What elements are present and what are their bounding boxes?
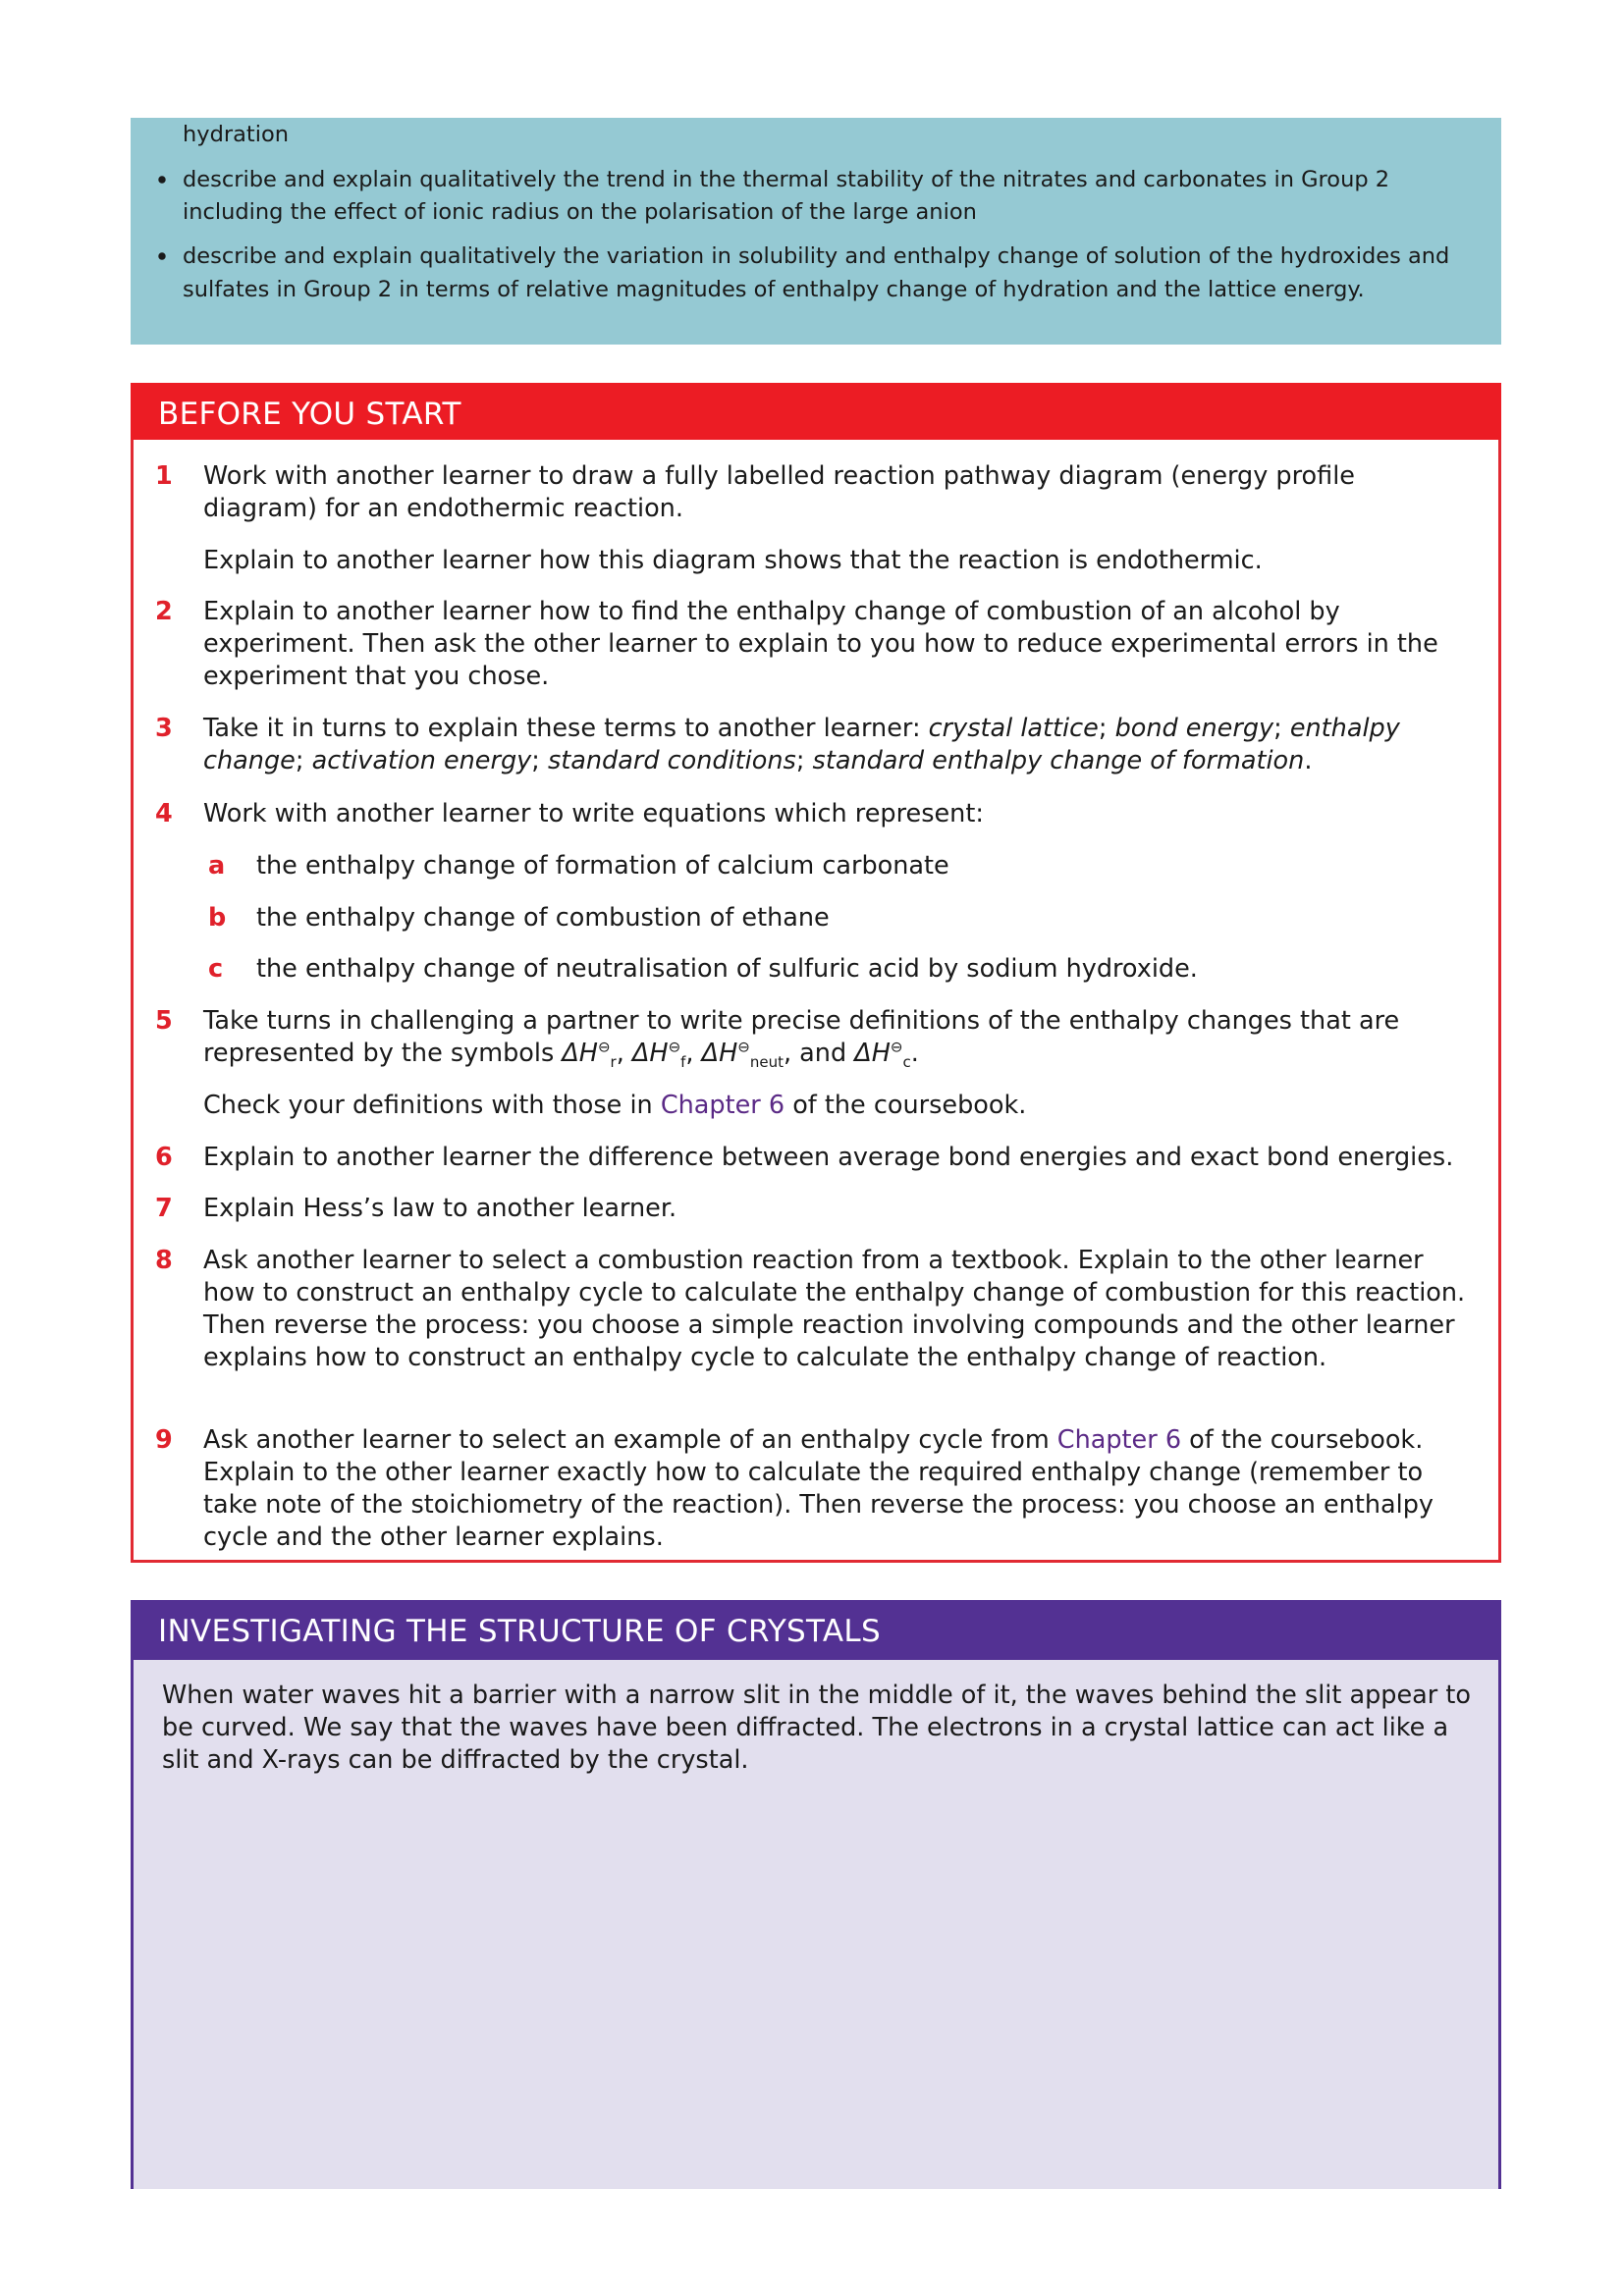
check-text-pre: Check your definitions with those in bbox=[203, 1091, 661, 1120]
symbol-separator: , bbox=[685, 1039, 702, 1068]
question-number: 1 bbox=[155, 461, 173, 491]
question-number: 2 bbox=[155, 597, 173, 626]
subquestion-letter: a bbox=[208, 851, 226, 881]
objective-2-line-1: describe and explain qualitatively the variation in solubility and enthalpy change of solution of the hydroxides and bbox=[183, 243, 1450, 269]
question-number: 9 bbox=[155, 1425, 173, 1455]
objective-continuation: hydration bbox=[183, 122, 289, 147]
symbol-dh-neut bbox=[701, 1038, 784, 1072]
subquestion-letter: b bbox=[208, 903, 227, 933]
symbol-dh-r bbox=[562, 1038, 617, 1072]
term-separator: ; bbox=[295, 746, 312, 775]
standard-symbol: ⊖ bbox=[668, 1038, 681, 1056]
term-separator: ; bbox=[531, 746, 548, 775]
question-text bbox=[203, 1005, 1475, 1070]
question-text: Explain to another learner how this diagram shows that the reaction is endothermic. bbox=[203, 546, 1263, 575]
term-lead: Take it in turns to explain these terms to another learner: bbox=[203, 714, 929, 743]
symbol-delta-h: ΔH bbox=[631, 1039, 669, 1068]
symbol-subscript: r bbox=[610, 1053, 617, 1072]
subquestion-text: the enthalpy change of formation of calcium carbonate bbox=[256, 851, 949, 881]
symbol-end: . bbox=[910, 1039, 919, 1068]
question-number: 7 bbox=[155, 1194, 173, 1223]
symbol-delta-h: ΔH bbox=[701, 1039, 738, 1068]
term-separator: ; bbox=[795, 746, 813, 775]
question-text: Explain to another learner how to find the enthalpy change of combustion of an alcohol by experiment. Then ask the other learner to explain to you how to reduce experimental errors in the experiment that you chose. bbox=[203, 597, 1438, 691]
symbol-subscript: c bbox=[902, 1053, 911, 1072]
objective-1-line-2: including the effect of ionic radius on the polarisation of the large anion bbox=[183, 199, 977, 225]
bullet-icon bbox=[158, 176, 165, 183]
term: crystal lattice bbox=[928, 714, 1099, 743]
crystals-paragraph: When water waves hit a barrier with a narrow slit in the middle of it, the waves behind the slit appear to be curved. We say that the waves have been diffracted. The electrons in a crystal lattice can act like a slit and X-rays can be diffracted by the crystal. bbox=[162, 1681, 1471, 1775]
before-you-start-header bbox=[131, 383, 1501, 440]
question-number: 3 bbox=[155, 714, 173, 743]
before-you-start-box bbox=[131, 383, 1501, 1563]
check-text-post: of the coursebook. bbox=[784, 1091, 1027, 1120]
question-number: 8 bbox=[155, 1246, 173, 1275]
crystals-title: INVESTIGATING THE STRUCTURE OF CRYSTALS bbox=[158, 1614, 881, 1649]
term: standard enthalpy change of formation bbox=[812, 746, 1305, 775]
symbol-separator: , bbox=[616, 1039, 632, 1068]
question-text-post: of the coursebook. Explain to the other learner exactly how to calculate the required enthalpy change (remember to take note of the stoichiometry of the reaction). Then reverse the process: you choose an enthalpy cycle and the other learner explains. bbox=[203, 1425, 1434, 1552]
term-end: . bbox=[1304, 746, 1313, 775]
question-text: Ask another learner to select a combustion reaction from a textbook. Explain to the other learner how to construct an enthalpy cycle to calculate the enthalpy change of combustion for this reaction. Then reverse the process: you choose a simple reaction involving compounds and the other learner explains how to construct an enthalpy cycle to calculate the enthalpy change of reaction. bbox=[203, 1246, 1466, 1372]
question-text: Explain to another learner the difference between average bond energies and exact bond energies. bbox=[203, 1143, 1454, 1172]
term-separator: ; bbox=[1273, 714, 1290, 743]
symbol-subscript: f bbox=[680, 1053, 686, 1072]
crystals-header bbox=[131, 1600, 1501, 1660]
question-number: 5 bbox=[155, 1006, 173, 1036]
bullet-icon bbox=[158, 252, 165, 259]
term: activation energy bbox=[311, 746, 532, 775]
subquestion-text: the enthalpy change of neutralisation of sulfuric acid by sodium hydroxide. bbox=[256, 954, 1198, 984]
question-text-lead: Take turns in challenging a partner to write precise definitions of the enthalpy changes that are represented by the symbols bbox=[203, 1006, 1400, 1068]
objective-1-line-1: describe and explain qualitatively the trend in the thermal stability of the nitrates and carbonates in Group 2 bbox=[183, 167, 1390, 192]
subquestion-letter: c bbox=[208, 954, 224, 984]
question-text bbox=[203, 1090, 1475, 1122]
question-number: 6 bbox=[155, 1143, 173, 1172]
question-text-pre: Ask another learner to select an example of an enthalpy cycle from bbox=[203, 1425, 1057, 1455]
question-text: Work with another learner to draw a fully labelled reaction pathway diagram (energy profile diagram) for an endothermic reaction. bbox=[203, 461, 1355, 523]
question-text bbox=[203, 1424, 1475, 1554]
before-you-start-title: BEFORE YOU START bbox=[158, 397, 461, 432]
symbol-dh-f bbox=[631, 1038, 686, 1072]
objective-2-line-2: sulfates in Group 2 in terms of relative magnitudes of enthalpy change of hydration and the lattice energy. bbox=[183, 277, 1365, 302]
symbol-subscript: neut bbox=[749, 1053, 784, 1072]
subquestion-text: the enthalpy change of combustion of ethane bbox=[256, 903, 830, 933]
term: standard conditions bbox=[547, 746, 796, 775]
symbol-delta-h: ΔH bbox=[562, 1039, 598, 1068]
symbol-separator: , and bbox=[783, 1039, 855, 1068]
standard-symbol: ⊖ bbox=[597, 1038, 611, 1056]
crystals-box bbox=[131, 1600, 1501, 2189]
chapter-6-link[interactable]: Chapter 6 bbox=[660, 1091, 785, 1120]
symbol-delta-h: ΔH bbox=[854, 1039, 891, 1068]
question-text: Explain Hess’s law to another learner. bbox=[203, 1194, 677, 1223]
standard-symbol: ⊖ bbox=[890, 1038, 903, 1056]
term-separator: ; bbox=[1098, 714, 1115, 743]
question-number: 4 bbox=[155, 799, 173, 828]
term: bond energy bbox=[1114, 714, 1274, 743]
standard-symbol: ⊖ bbox=[737, 1038, 750, 1056]
chapter-6-link[interactable]: Chapter 6 bbox=[1056, 1425, 1182, 1455]
question-text bbox=[203, 713, 1475, 777]
term: enthalpy change bbox=[203, 714, 1400, 775]
learning-objectives-box bbox=[131, 118, 1501, 345]
symbol-dh-c bbox=[854, 1038, 911, 1072]
question-text: Work with another learner to write equations which represent: bbox=[203, 799, 984, 828]
